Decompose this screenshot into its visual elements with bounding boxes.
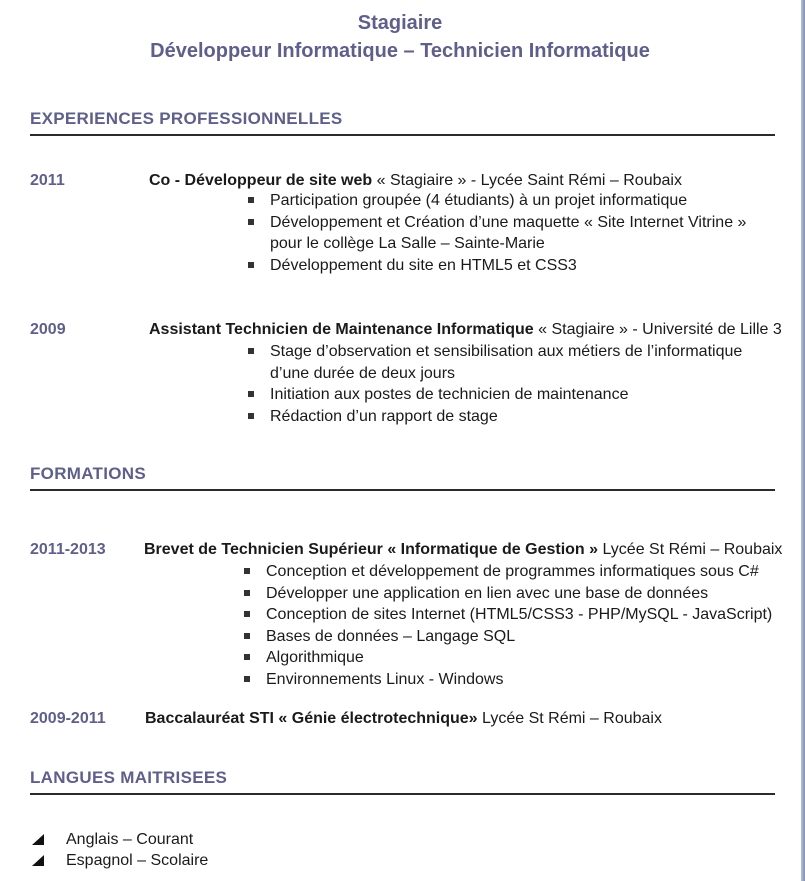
list-item: Développer une application en lien avec une base de données <box>244 583 774 605</box>
entry-year: 2009-2011 <box>30 710 106 727</box>
square-bullet-icon <box>244 568 250 574</box>
list-item: Algorithmique <box>244 647 774 669</box>
list-item: Stage d’observation et sensibilisation aux métiers de l’informatique d’une durée de deux jours <box>248 341 770 384</box>
entry-title-rest: Lycée St Rémi – Roubaix <box>598 541 783 558</box>
list-item: Environnements Linux - Windows <box>244 669 774 691</box>
list-item <box>32 850 208 871</box>
square-bullet-icon <box>248 262 254 268</box>
list-item: Bases de données – Langage SQL <box>244 626 774 648</box>
formation-bullets <box>244 561 774 690</box>
experience-bullets <box>248 190 758 276</box>
list-item: Développement et Création d’une maquette « Site Internet Vitrine » pour le collège La Salle – Sainte-Marie <box>248 212 758 255</box>
section-heading-formations: FORMATIONS <box>30 464 775 491</box>
square-bullet-icon <box>244 676 250 682</box>
header-subtitle: Développeur Informatique – Technicien Informatique <box>150 40 650 62</box>
square-bullet-icon <box>248 197 254 203</box>
page-edge <box>801 0 805 881</box>
experience-bullets <box>248 341 770 427</box>
entry-title-bold: Baccalauréat STI « Génie électrotechnique» <box>145 710 478 727</box>
language-entry: Espagnol – Scolaire <box>66 852 209 869</box>
section-heading-langues: LANGUES MAITRISEES <box>30 768 775 795</box>
list-item: Participation groupée (4 étudiants) à un projet informatique <box>248 190 758 212</box>
language-entry: Anglais – Courant <box>66 831 194 848</box>
entry-title-rest: Lycée St Rémi – Roubaix <box>477 710 662 727</box>
language-list <box>32 829 208 871</box>
list-item: Initiation aux postes de technicien de maintenance <box>248 384 770 406</box>
square-bullet-icon <box>248 219 254 225</box>
list-item: Conception de sites Internet (HTML5/CSS3 - PHP/MySQL - JavaScript) <box>244 604 774 626</box>
square-bullet-icon <box>248 391 254 397</box>
header-role: Stagiaire <box>357 12 443 34</box>
entry-year: 2009 <box>30 321 66 338</box>
entry-title <box>145 709 662 729</box>
entry-year: 2011 <box>30 172 65 189</box>
list-item <box>32 829 208 850</box>
triangle-bullet-icon <box>32 855 44 866</box>
entry-title-bold: Co - Développeur de site web <box>149 172 373 189</box>
section-heading-experiences: EXPERIENCES PROFESSIONNELLES <box>30 109 775 136</box>
entry-title <box>149 320 782 340</box>
square-bullet-icon <box>248 348 254 354</box>
square-bullet-icon <box>244 611 250 617</box>
square-bullet-icon <box>248 413 254 419</box>
entry-title-rest: « Stagiaire » - Université de Lille 3 <box>533 321 782 338</box>
entry-title-bold: Assistant Technicien de Maintenance Informatique <box>149 321 534 338</box>
cv-header <box>0 10 800 66</box>
entry-title-rest: « Stagiaire » - Lycée Saint Rémi – Roubaix <box>372 172 682 189</box>
list-item: Rédaction d’un rapport de stage <box>248 406 770 428</box>
entry-title <box>149 171 682 191</box>
triangle-bullet-icon <box>32 834 44 845</box>
entry-title <box>144 540 782 560</box>
list-item: Développement du site en HTML5 et CSS3 <box>248 255 758 277</box>
square-bullet-icon <box>244 654 250 660</box>
square-bullet-icon <box>244 633 250 639</box>
entry-year: 2011-2013 <box>30 541 106 558</box>
square-bullet-icon <box>244 590 250 596</box>
list-item: Conception et développement de programmes informatiques sous C# <box>244 561 774 583</box>
entry-title-bold: Brevet de Technicien Supérieur « Informatique de Gestion » <box>144 541 599 558</box>
